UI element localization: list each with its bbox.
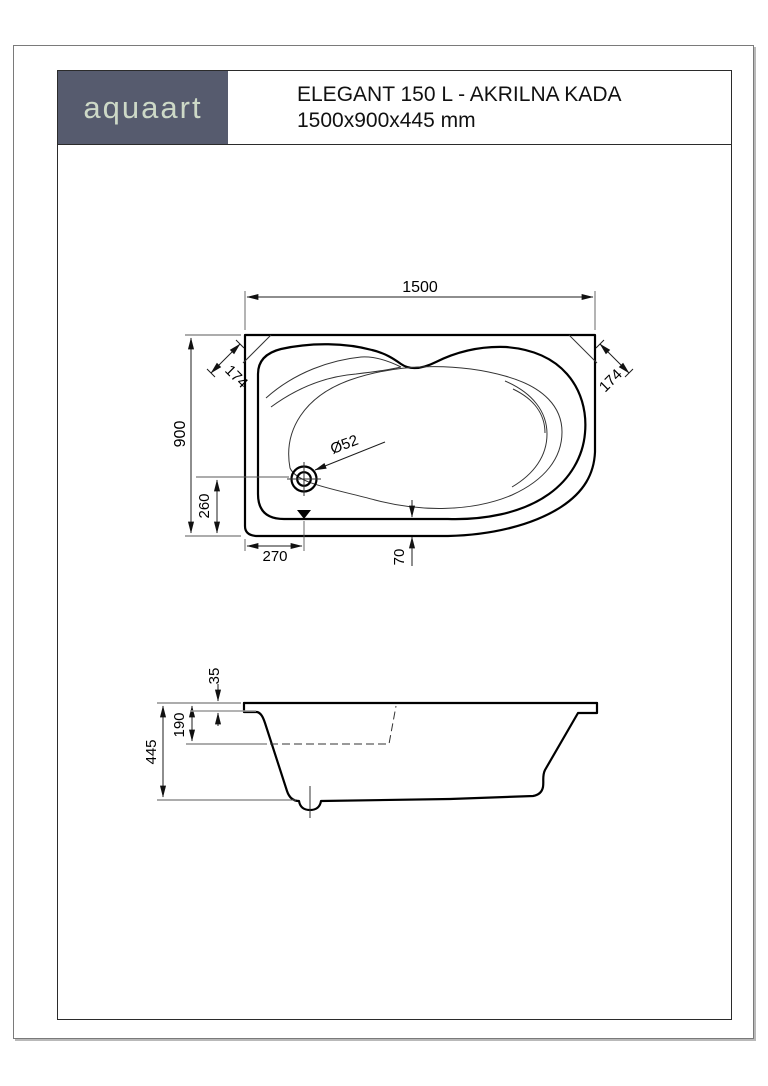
dim-total-height: 445 xyxy=(143,739,160,765)
dim-drain-from-bottom: 260 xyxy=(196,493,213,519)
dim-drain-diameter: Ø52 xyxy=(328,431,361,458)
tub-rim-outline xyxy=(258,344,585,519)
drawing-title: ELEGANT 150 L - AKRILNA KADA xyxy=(297,82,622,106)
brand-logo-text: aquaart xyxy=(83,89,203,125)
side-view xyxy=(143,668,597,818)
tub-outer-outline xyxy=(245,335,595,536)
tub-basin-contour xyxy=(289,367,562,509)
dim-rim-lip-height: 35 xyxy=(206,667,223,685)
dim-corner-right-value: 174 xyxy=(595,365,626,396)
dim-inner-depth: 190 xyxy=(171,712,188,738)
side-hidden-basin-line xyxy=(270,706,396,744)
dim-width: 900 xyxy=(172,420,189,448)
dim-flange-width: 70 xyxy=(391,548,408,566)
side-profile xyxy=(244,703,597,810)
dim-drain-from-left: 270 xyxy=(262,548,288,565)
dim-length: 1500 xyxy=(402,279,438,296)
drawing-subtitle: 1500x900x445 mm xyxy=(297,108,476,132)
tub-wall-edge-lower xyxy=(271,367,401,407)
top-view xyxy=(172,279,633,566)
dim-corner-left-value: 174 xyxy=(221,361,252,392)
dim-corner-right xyxy=(569,335,633,396)
drain-symbol xyxy=(287,462,321,496)
drain-position-marker xyxy=(297,510,311,519)
